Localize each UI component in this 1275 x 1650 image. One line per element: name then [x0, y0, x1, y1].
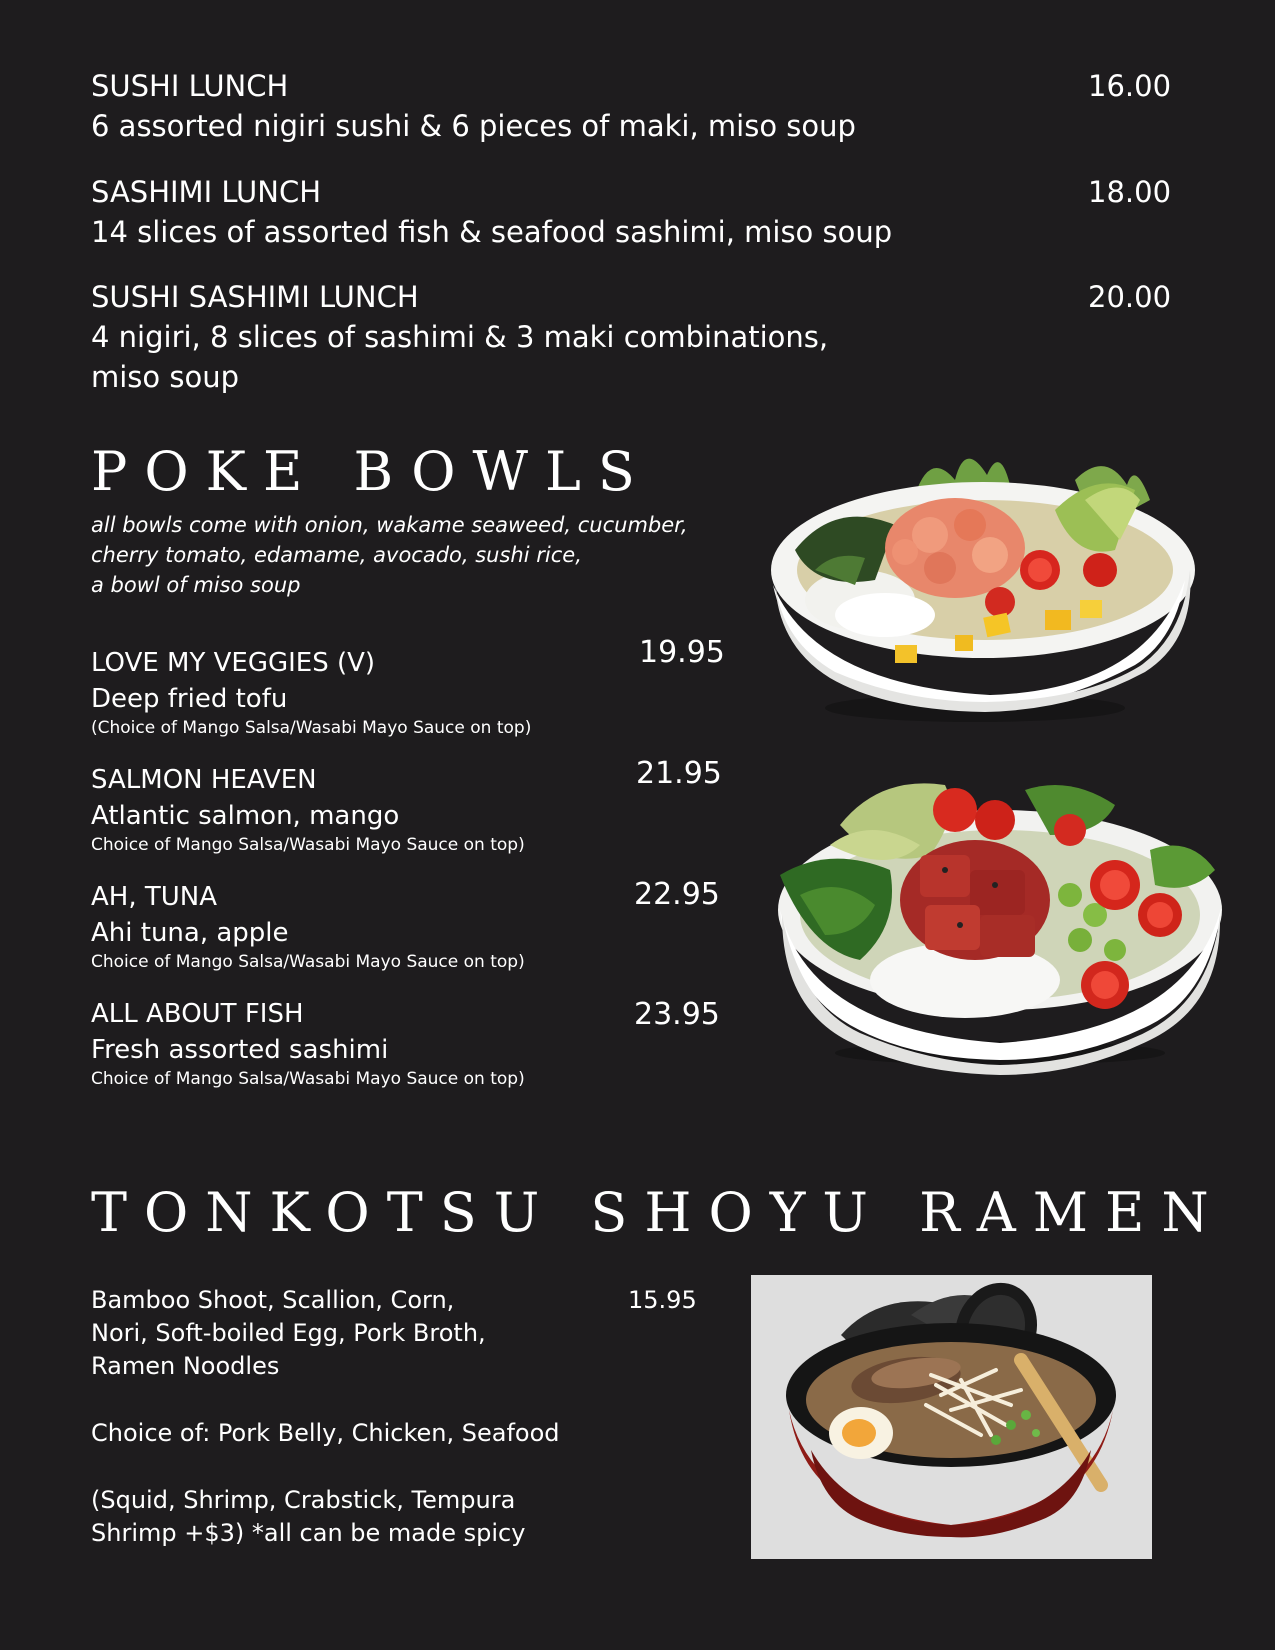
- menu-item-name: ALL ABOUT FISH: [91, 999, 304, 1029]
- menu-item-name: SASHIMI LUNCH: [91, 175, 322, 209]
- section-note: all bowls come with onion, wakame seaweed, cucumber,: [91, 513, 688, 537]
- ramen-description: Ramen Noodles: [91, 1352, 280, 1380]
- ramen-description: Nori, Soft-boiled Egg, Pork Broth,: [91, 1319, 486, 1347]
- section-title: POKE BOWLS: [91, 440, 652, 503]
- menu-item-price: 21.95: [636, 756, 722, 791]
- menu-item-name: SALMON HEAVEN: [91, 765, 317, 795]
- menu-item-description: Atlantic salmon, mango: [91, 801, 400, 831]
- menu-item-description: Deep fried tofu: [91, 684, 288, 714]
- menu-item-name: SUSHI LUNCH: [91, 69, 289, 103]
- ramen-seafood-note: (Squid, Shrimp, Crabstick, Tempura: [91, 1486, 516, 1514]
- section-note: a bowl of miso soup: [91, 573, 301, 597]
- menu-item-description: 6 assorted nigiri sushi & 6 pieces of maki, miso soup: [91, 109, 856, 143]
- menu-item-name: AH, TUNA: [91, 882, 218, 912]
- menu-item-description: Ahi tuna, apple: [91, 918, 289, 948]
- section-note: cherry tomato, edamame, avocado, sushi rice,: [91, 543, 582, 567]
- ramen-seafood-note: Shrimp +$3) *all can be made spicy: [91, 1519, 526, 1547]
- menu-item-description: Fresh assorted sashimi: [91, 1035, 389, 1065]
- menu-item-description: miso soup: [91, 360, 240, 394]
- menu-item-description: 14 slices of assorted fish & seafood sashimi, miso soup: [91, 215, 893, 249]
- menu-item-price: 16.00: [1088, 69, 1172, 103]
- menu-item-price: 22.95: [634, 877, 720, 912]
- ramen-description: Bamboo Shoot, Scallion, Corn,: [91, 1286, 455, 1314]
- menu-item-sauce: Choice of Mango Salsa/Wasabi Mayo Sauce on top): [91, 835, 525, 855]
- salmon-poke-bowl-photo: [755, 440, 1195, 735]
- menu-item-price: 19.95: [639, 635, 725, 670]
- menu-item-sauce: Choice of Mango Salsa/Wasabi Mayo Sauce on top): [91, 1069, 525, 1089]
- menu-item-sauce: (Choice of Mango Salsa/Wasabi Mayo Sauce on top): [91, 718, 532, 738]
- menu-item-price: 23.95: [634, 997, 720, 1032]
- menu-item-price: 18.00: [1088, 175, 1172, 209]
- section-title: TONKOTSU SHOYU RAMEN: [91, 1181, 1226, 1244]
- menu-item-description: 4 nigiri, 8 slices of sashimi & 3 maki combinations,: [91, 320, 829, 354]
- ramen-bowl-photo: [751, 1275, 1152, 1559]
- menu-item-name: LOVE MY VEGGIES (V): [91, 648, 376, 678]
- menu-item-price: 20.00: [1088, 280, 1172, 314]
- menu-item-price: 15.95: [628, 1286, 697, 1314]
- tuna-poke-bowl-photo: [770, 775, 1230, 1075]
- ramen-protein-choice: Choice of: Pork Belly, Chicken, Seafood: [91, 1419, 560, 1447]
- menu-item-name: SUSHI SASHIMI LUNCH: [91, 280, 419, 314]
- menu-item-sauce: Choice of Mango Salsa/Wasabi Mayo Sauce on top): [91, 952, 525, 972]
